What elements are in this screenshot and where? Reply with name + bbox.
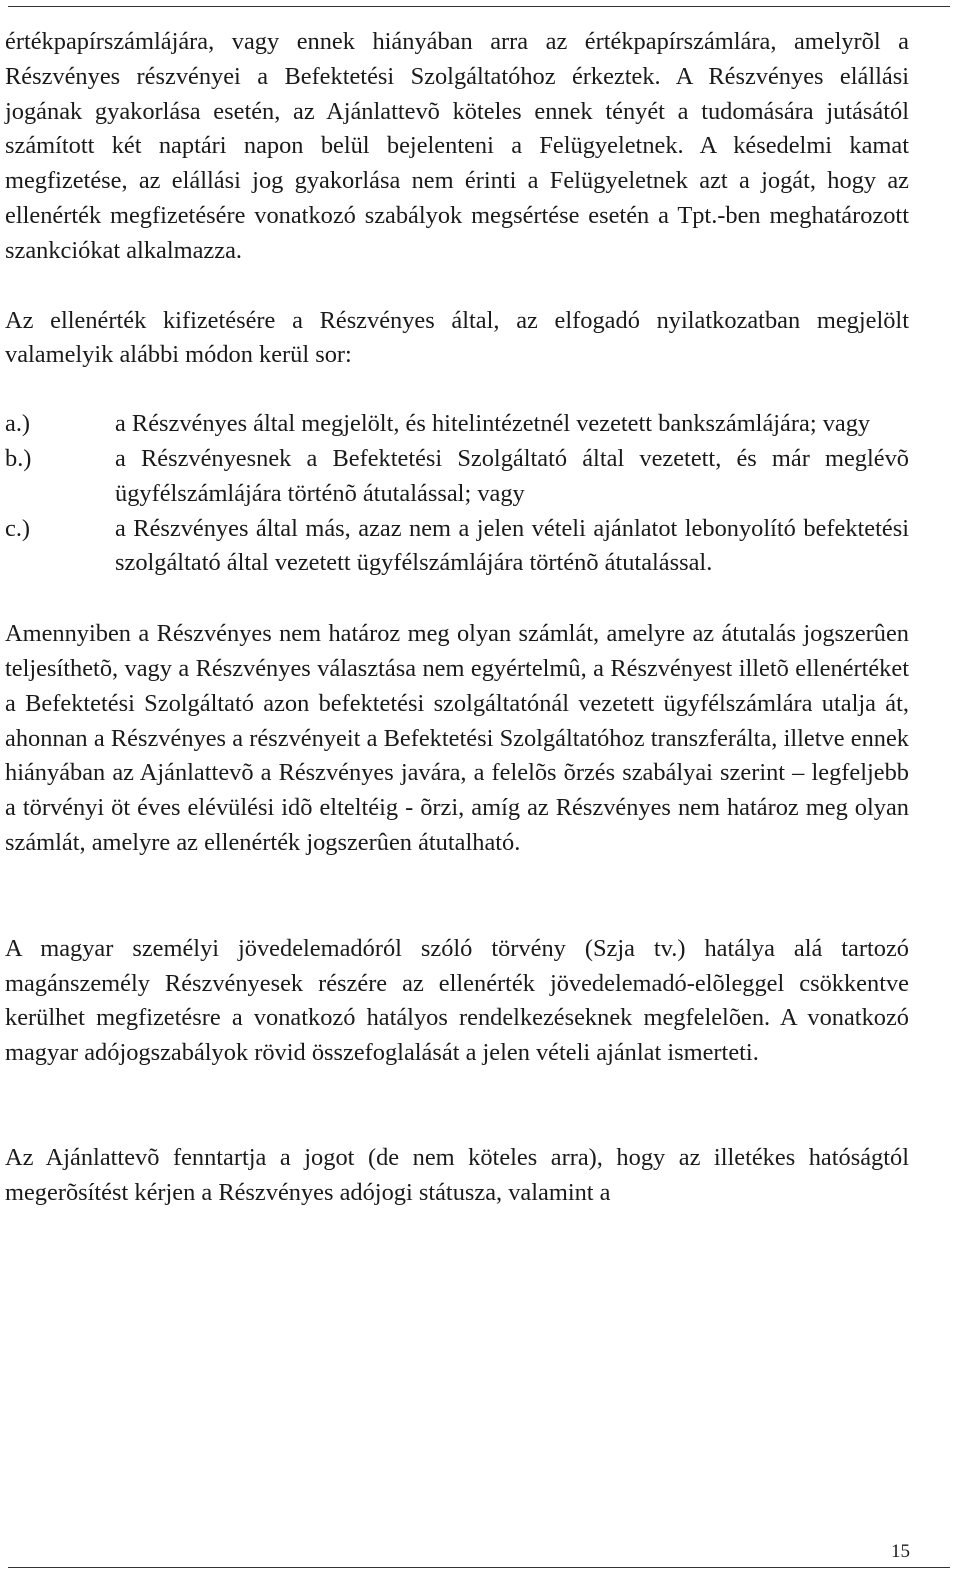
list-item-text: a Részvényesnek a Befektetési Szolgáltató által vezetett, és már meglévõ ügyfélszámlájára történõ átutalással; vagy [115, 444, 909, 507]
paragraph-4: A magyar személyi jövedelemadóról szóló törvény (Szja tv.) hatálya alá tartozó magánszemély Részvényesek részére az ellenérték jövedelemadó-elõleggel csökkentve kerülhet megfizetésre a vonatkozó hatályos rendelkezéseknek megfelelõen. A vonatkozó magyar adójogszabályok rövid összefoglalását a jelen vételi ajánlat ismerteti. [5, 934, 909, 1067]
list-item [5, 512, 909, 582]
list-item-text: a Részvényes által megjelölt, és hitelintézetnél vezetett bankszámlájára; vagy [115, 410, 871, 438]
paragraph-5: Az Ajánlattevõ fenntartja a jogot (de nem köteles arra), hogy az illetékes hatóságtól megerõsítést kérjen a Részvényes adójogi státusza, valamint a [5, 1143, 909, 1206]
top-rule [8, 6, 950, 7]
payment-options-list [5, 407, 909, 581]
list-marker: c.) [5, 514, 31, 542]
list-item-text: a Részvényes által más, azaz nem a jelen vételi ajánlatot lebonyolító befektetési szolgáltató által vezetett ügyfélszámlájára történõ átutalással. [115, 514, 909, 577]
document-body [5, 25, 909, 1211]
list-marker: b.) [5, 444, 32, 472]
list-marker: a.) [5, 410, 31, 438]
bottom-rule [8, 1567, 950, 1568]
paragraph-2: Az ellenérték kifizetésére a Részvényes által, az elfogadó nyilatkozatban megjelölt valamelyik alábbi módon kerül sor: [5, 306, 909, 369]
paragraph-3: Amennyiben a Részvényes nem határoz meg olyan számlát, amelyre az átutalás jogszerûen teljesíthetõ, vagy a Részvényes választása nem egyértelmû, a Részvényest illetõ ellenértéket a Befektetési Szolgáltató azon befektetési szolgáltatónál vezetett ügyfélszámlára utalja át, ahonnan a Részvényes a részvényeit a Befektetési Szolgáltatóhoz transzferálta, illetve ennek hiányában az Ajánlattevõ a Részvényes javára, a felelõs õrzés szabályai szerint – legfeljebb a törvényi öt éves elévülési idõ elteltéig - õrzi, amíg az Részvényes nem határoz meg olyan számlát, amelyre az ellenérték jogszerûen átutalható. [5, 620, 909, 856]
paragraph-1: értékpapírszámlájára, vagy ennek hiányában arra az értékpapírszámlára, amelyrõl a Részvényes részvényei a Befektetési Szolgáltatóhoz érkeztek. A Részvényes elállási jogának gyakorlása esetén, az Ajánlattevõ köteles ennek tényét a tudomására jutásától számított két naptári napon belül bejelenteni a Felügyeletnek. A késedelmi kamat megfizetése, az elállási jog gyakorlása nem érinti a Felügyeletnek azt a jogát, hogy az ellenérték megfizetésére vonatkozó szabályok megsértése esetén a Tpt.-ben meghatározott szankciókat alkalmazza. [5, 28, 909, 264]
page-number: 15 [891, 1541, 910, 1562]
list-item [5, 407, 909, 442]
list-item [5, 442, 909, 512]
